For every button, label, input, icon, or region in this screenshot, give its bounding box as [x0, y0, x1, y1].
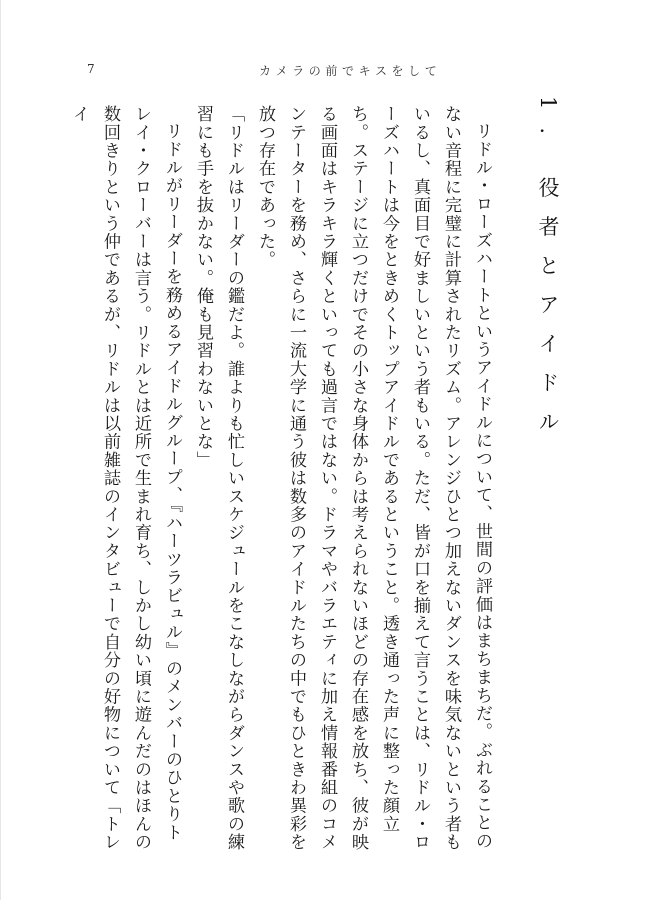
paragraph: 「リドルはリーダーの鑑だよ。誰よりも忙しいスケジュールをこなしながらダンスや歌の練習にも手を抜かない。俺も見習わないとな」 [193, 105, 244, 852]
body-text [69, 105, 497, 855]
page-number: 7 [87, 62, 95, 76]
running-header: カメラの前でキスをして [259, 64, 442, 78]
paragraph: リドルがリーダーを務めるアイドルグループ、『ハーツラビュル』のメンバーのひとりトレイ・クローバーは言う。リドルとは近所で生まれ育ち、しかし幼い頃に遊んだのはほんの数回きりという仲であるが、リドルは以前雑誌のインタビューで自分の好物について「トレイ [69, 105, 182, 852]
chapter-title: 1. 役者とアイドル [536, 96, 560, 450]
paragraph: リドル・ローズハートというアイドルについて、世間の評価はまちまちだ。ぶれることのない音程に完璧に計算されたリズム。アレンジひとつ加えないダンスを味気ないという者もいるし、真面目で好ましいという者もいる。ただ、皆が口を揃えて言うことは、リドル・ローズハートは今をときめくトップアイドルであるということ。透き通った声に整った顔立ち。ステージに立つだけでその小さな身体からは考えられないほどの存在感を放ち、彼が映る画面はキラキラ輝くといっても過言ではない。ドラマやバラエティに加え情報番組のコメンテーターを務め、さらに一流大学に通う彼は数多のアイドルたちの中でもひときわ異彩を放つ存在であった。 [255, 105, 492, 852]
